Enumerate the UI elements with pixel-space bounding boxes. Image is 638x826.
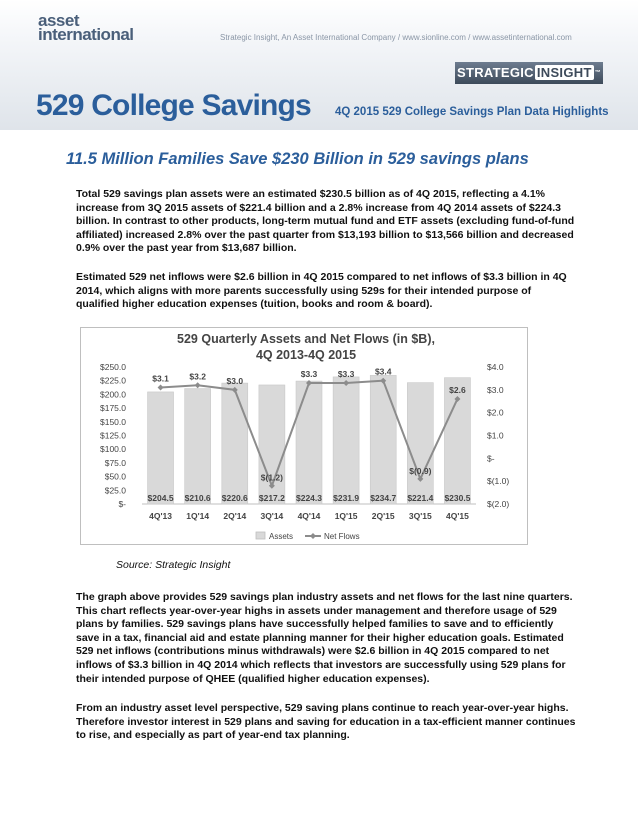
- category-label: 1Q'14: [186, 511, 210, 521]
- asset-bar-label: $224.3: [296, 493, 322, 503]
- header-tagline: Strategic Insight, An Asset International Company / www.sionline.com / www.assetinternational.com: [220, 33, 572, 42]
- brand-word-2: INSIGHT: [536, 65, 592, 80]
- category-label: 2Q'15: [371, 511, 395, 521]
- asset-bar-label: $210.6: [184, 493, 211, 503]
- asset-bar: [333, 377, 359, 504]
- brand-word-1: STRATEGIC: [457, 65, 534, 80]
- chart-source: Source: Strategic Insight: [116, 559, 231, 571]
- asset-bar-label: $231.9: [333, 493, 360, 503]
- category-label: 4Q'15: [446, 511, 469, 521]
- paragraph-assets: Total 529 savings plan assets were an estimated $230.5 billion as of 4Q 2015, reflecting a 4.1% increase from 3Q 2015 assets of $221.4 billion and a 2.8% increase from 4Q 2014 assets of $224.3 billion. In contrast to other products, long-term mutual fund and ETF assets (excluding fund-of-fund affiliated) increased 2.8% over the past quarter from $13,193 billion to $13,566 billion and decreased 0.9% over the past year from $13,687 billion.: [76, 188, 575, 255]
- asset-bar: [296, 381, 322, 504]
- netflow-label: $3.3: [337, 368, 355, 379]
- paragraph-net-inflows: Estimated 529 net inflows were $2.6 billion in 4Q 2015 compared to net inflows of $3.3 billion in 4Q 2014, which aligns with more parents successfully using 529s for their intended purpose of qualified higher education expenses (tuition, books and room & board).: [76, 271, 567, 311]
- category-label: 2Q'14: [223, 511, 247, 521]
- logo-line-1: asset: [38, 11, 79, 30]
- legend-label-assets: Assets: [269, 532, 294, 541]
- category-label: 3Q'14: [260, 511, 284, 521]
- left-tick-label: $200.0: [100, 389, 126, 400]
- left-tick-label: $50.0: [104, 471, 126, 482]
- netflow-label: $3.1: [152, 373, 169, 384]
- netflow-label: $3.3: [300, 368, 318, 379]
- left-tick-label: $150.0: [100, 416, 126, 427]
- right-tick-label: $1.0: [487, 430, 504, 441]
- paragraph-asset-level: From an industry asset level perspective, 529 saving plans continue to reach year-over-year highs. Therefore investor interest in 529 plans and saving for education in a tax-efficient manner continues to rise, and especially as part of year-end tax planning.: [76, 702, 576, 742]
- asset-bar-label: $230.5: [444, 493, 471, 503]
- category-label: 3Q'15: [408, 511, 432, 521]
- asset-bar-label: $234.7: [370, 493, 397, 503]
- left-tick-label: $-: [118, 499, 126, 509]
- netflow-label: $3.4: [374, 366, 392, 377]
- right-tick-label: $2.0: [487, 407, 504, 418]
- left-tick-label: $100.0: [100, 444, 126, 455]
- asset-bar: [407, 383, 433, 504]
- left-tick-label: $250.0: [100, 362, 126, 372]
- strategic-insight-logo: [455, 62, 603, 84]
- right-tick-label: $4.0: [487, 362, 504, 372]
- chart-container: [80, 327, 528, 545]
- netflow-label: $(1.2): [260, 472, 283, 483]
- left-tick-label: $125.0: [100, 430, 126, 441]
- asset-bar: [222, 383, 248, 504]
- asset-bar: [185, 389, 211, 504]
- right-tick-label: $-: [487, 453, 495, 464]
- category-label: 1Q'15: [334, 511, 358, 521]
- asset-bar-label: $204.5: [147, 493, 174, 503]
- asset-bar-label: $220.6: [221, 493, 248, 503]
- asset-international-logo: [38, 11, 134, 44]
- left-tick-label: $25.0: [104, 485, 126, 496]
- left-tick-label: $175.0: [100, 403, 126, 414]
- asset-bar: [148, 392, 174, 504]
- logo-line-2: international: [38, 25, 134, 44]
- category-label: 4Q'14: [297, 511, 321, 521]
- chart-title-line-1: 529 Quarterly Assets and Net Flows (in $B),: [177, 332, 435, 346]
- asset-bar-label: $217.2: [258, 493, 285, 503]
- headline: 11.5 Million Families Save $230 Billion in 529 savings plans: [66, 150, 529, 168]
- legend-label-netflows: Net Flows: [324, 532, 360, 541]
- asset-bar: [370, 375, 396, 504]
- netflow-label: $3.2: [189, 371, 206, 382]
- legend-swatch-assets: [256, 532, 265, 539]
- right-tick-label: $3.0: [487, 384, 504, 395]
- brand-tm: ™: [594, 70, 601, 76]
- right-tick-label: $(2.0): [487, 499, 510, 509]
- left-tick-label: $225.0: [100, 375, 126, 386]
- assets-netflows-chart: [80, 327, 528, 545]
- netflow-label: $2.6: [449, 384, 466, 395]
- chart-title-line-2: 4Q 2013-4Q 2015: [255, 348, 357, 362]
- page-subtitle: 4Q 2015 529 College Savings Plan Data Highlights: [335, 106, 609, 118]
- paragraph-graph-description: The graph above provides 529 savings plan industry assets and net flows for the last nine quarters. This chart reflects year-over-year highs in assets under management and therefore usage of 529 plans by families. 529 savings plans have successfully helped families to save and to efficiently save in a tax, financial aid and estate planning manner for their higher education goals. Estimated 529 net inflows (contributions minus withdrawals) were $2.6 billion in 4Q 2015 compared to net inflows of $3.3 billion in 4Q 2014 which reflects that investors are successfully using 529 plans for their intended purpose of QHEE (qualified higher education expenses).: [76, 591, 573, 685]
- category-label: 4Q'13: [149, 511, 172, 521]
- left-tick-label: $75.0: [104, 457, 126, 468]
- asset-bar-label: $221.4: [407, 493, 434, 503]
- page-title: 529 College Savings: [36, 89, 311, 122]
- netflow-label: $(0.9): [409, 465, 432, 476]
- netflow-label: $3.0: [226, 375, 244, 386]
- right-tick-label: $(1.0): [487, 476, 510, 487]
